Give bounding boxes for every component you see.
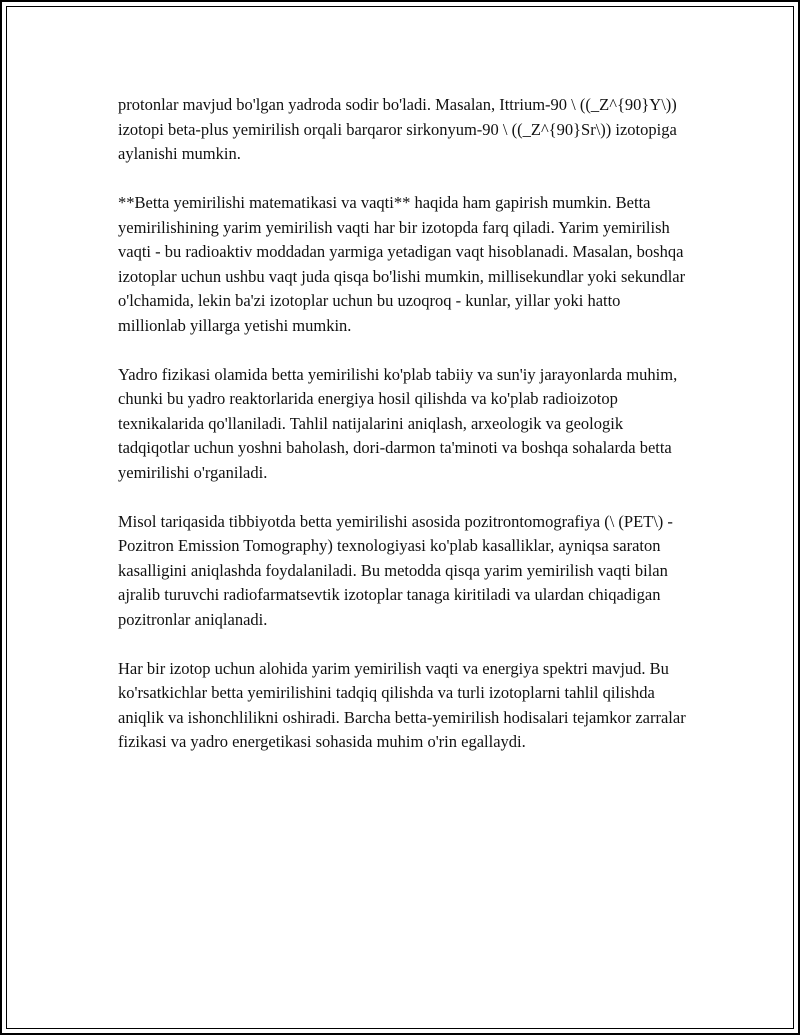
paragraph-3: Yadro fizikasi olamida betta yemirilishi ko'plab tabiiy va sun'iy jarayonlarda muhim, chunki bu yadro reaktorlarida energiya hosil qilishda va ko'plab radioizotop texnikalarida qo'llaniladi. Tahlil natijalarini aniqlash, arxeologik va geologik tadqiqotlar uchun yoshni baholash, dori-darmon ta'minoti va boshqa sohalarda betta yemirilishi o'rganiladi.	[118, 364, 678, 482]
paragraph-2: **Betta yemirilishi matematikasi va vaqti** haqida ham gapirish mumkin. Betta yemirilishining yarim yemirilish vaqti har bir izotopda farq qiladi. Yarim yemirilish vaqti - bu radioaktiv moddadan yarmiga yetadigan vaqt hisoblanadi. Masalan, boshqa izotoplar uchun ushbu vaqt juda qisqa bo'lishi mumkin, millisekundlar yoki sekundlar o'lchamida, lekin ba'zi izotoplar uchun bu uzoqroq - kunlar, yillar yoki hatto millionlab yillarga yetishi mumkin.	[118, 193, 686, 335]
paragraph-5: Har bir izotop uchun alohida yarim yemirilish vaqti va energiya spektri mavjud. Bu ko'rsatkichlar betta yemirilishini tadqiq qilishda va turli izotoplarni tahlil qilishda aniqlik va ishonchlilikni oshiradi. Barcha betta-yemirilish hodisalari tejamkor zarralar fizikasi va yadro energetikasi sohasida muhim o'rin egallaydi.	[118, 658, 686, 751]
document-body	[118, 93, 690, 779]
paragraph-1: protonlar mavjud bo'lgan yadroda sodir bo'ladi. Masalan, Ittrium-90 \ ((_Z^{90}Y\)) izotopi beta-plus yemirilish orqali barqaror sirkonyum-90 \ ((_Z^{90}Sr\)) izotopiga aylanishi mumkin.	[118, 95, 677, 163]
paragraph-4: Misol tariqasida tibbiyotda betta yemirilishi asosida pozitrontomografiya (\ (PET\) - Pozitron Emission Tomography) texnologiyasi ko'plab kasalliklar, ayniqsa saraton kasalligini aniqlashda foydalaniladi. Bu metodda qisqa yarim yemirilish vaqti bilan ajralib turuvchi radiofarmatsevtik izotoplar tanaga kiritiladi va ulardan chiqadigan pozitronlar aniqlanadi.	[118, 511, 673, 629]
